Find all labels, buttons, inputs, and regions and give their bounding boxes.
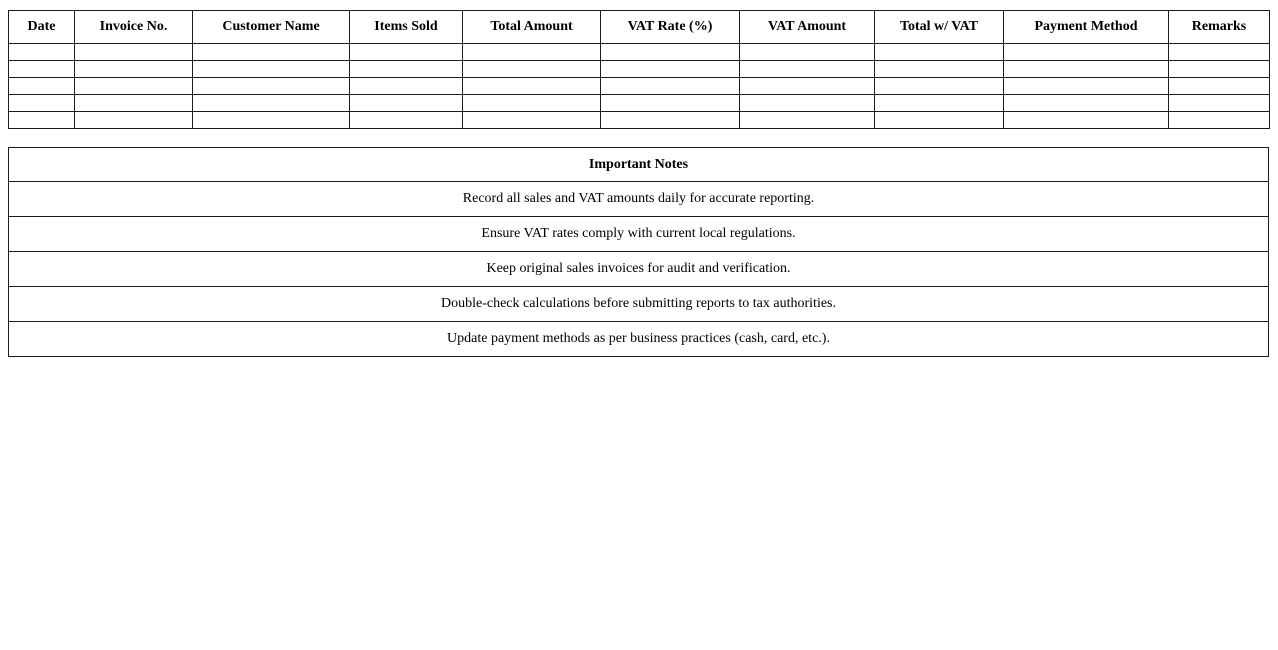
table-cell[interactable] — [463, 78, 601, 95]
table-cell[interactable] — [601, 44, 740, 61]
note-text: Double-check calculations before submitting reports to tax authorities. — [9, 287, 1269, 322]
table-cell[interactable] — [740, 112, 875, 129]
table-cell[interactable] — [350, 44, 463, 61]
table-row — [9, 112, 1270, 129]
table-cell[interactable] — [1004, 44, 1169, 61]
table-cell[interactable] — [1169, 78, 1270, 95]
notes-table-body — [9, 182, 1269, 357]
note-text: Update payment methods as per business practices (cash, card, etc.). — [9, 322, 1269, 357]
table-cell[interactable] — [1004, 112, 1169, 129]
note-row — [9, 217, 1269, 252]
table-cell[interactable] — [601, 61, 740, 78]
table-cell[interactable] — [75, 95, 193, 112]
table-cell[interactable] — [75, 44, 193, 61]
column-header: VAT Amount — [740, 11, 875, 44]
note-row — [9, 287, 1269, 322]
table-cell[interactable] — [350, 78, 463, 95]
note-text: Keep original sales invoices for audit and verification. — [9, 252, 1269, 287]
table-cell[interactable] — [875, 112, 1004, 129]
table-cell[interactable] — [463, 95, 601, 112]
note-text: Record all sales and VAT amounts daily for accurate reporting. — [9, 182, 1269, 217]
table-cell[interactable] — [601, 95, 740, 112]
note-row — [9, 252, 1269, 287]
table-row — [9, 44, 1270, 61]
sales-table-body — [9, 44, 1270, 129]
table-cell[interactable] — [193, 61, 350, 78]
note-row — [9, 322, 1269, 357]
table-cell[interactable] — [75, 61, 193, 78]
table-cell[interactable] — [463, 44, 601, 61]
table-row — [9, 78, 1270, 95]
table-cell[interactable] — [1169, 61, 1270, 78]
table-row — [9, 95, 1270, 112]
table-cell[interactable] — [193, 78, 350, 95]
table-cell[interactable] — [193, 95, 350, 112]
table-cell[interactable] — [1004, 78, 1169, 95]
table-cell[interactable] — [740, 44, 875, 61]
table-cell[interactable] — [350, 95, 463, 112]
sales-header-row — [9, 11, 1270, 44]
table-cell[interactable] — [9, 44, 75, 61]
table-cell[interactable] — [875, 95, 1004, 112]
table-cell[interactable] — [875, 78, 1004, 95]
table-cell[interactable] — [740, 95, 875, 112]
column-header: Date — [9, 11, 75, 44]
table-cell[interactable] — [350, 61, 463, 78]
table-cell[interactable] — [463, 112, 601, 129]
column-header: Total Amount — [463, 11, 601, 44]
column-header: Invoice No. — [75, 11, 193, 44]
notes-title-row — [9, 148, 1269, 182]
column-header: Total w/ VAT — [875, 11, 1004, 44]
column-header: Items Sold — [350, 11, 463, 44]
notes-title: Important Notes — [9, 148, 1269, 182]
table-cell[interactable] — [1169, 112, 1270, 129]
notes-table-header — [9, 148, 1269, 182]
table-cell[interactable] — [740, 61, 875, 78]
table-row — [9, 61, 1270, 78]
table-cell[interactable] — [601, 78, 740, 95]
sales-table-header — [9, 11, 1270, 44]
table-cell[interactable] — [601, 112, 740, 129]
table-cell[interactable] — [1169, 95, 1270, 112]
table-cell[interactable] — [9, 61, 75, 78]
column-header: Customer Name — [193, 11, 350, 44]
note-row — [9, 182, 1269, 217]
table-cell[interactable] — [875, 44, 1004, 61]
note-text: Ensure VAT rates comply with current local regulations. — [9, 217, 1269, 252]
table-cell[interactable] — [740, 78, 875, 95]
table-cell[interactable] — [1004, 95, 1169, 112]
important-notes-table — [8, 147, 1269, 357]
table-cell[interactable] — [350, 112, 463, 129]
column-header: VAT Rate (%) — [601, 11, 740, 44]
table-cell[interactable] — [75, 112, 193, 129]
table-cell[interactable] — [9, 78, 75, 95]
table-cell[interactable] — [463, 61, 601, 78]
table-cell[interactable] — [9, 112, 75, 129]
table-cell[interactable] — [193, 44, 350, 61]
table-cell[interactable] — [875, 61, 1004, 78]
table-cell[interactable] — [1169, 44, 1270, 61]
table-cell[interactable] — [9, 95, 75, 112]
table-cell[interactable] — [193, 112, 350, 129]
column-header: Payment Method — [1004, 11, 1169, 44]
table-cell[interactable] — [75, 78, 193, 95]
sales-vat-table — [8, 10, 1270, 129]
table-cell[interactable] — [1004, 61, 1169, 78]
column-header: Remarks — [1169, 11, 1270, 44]
